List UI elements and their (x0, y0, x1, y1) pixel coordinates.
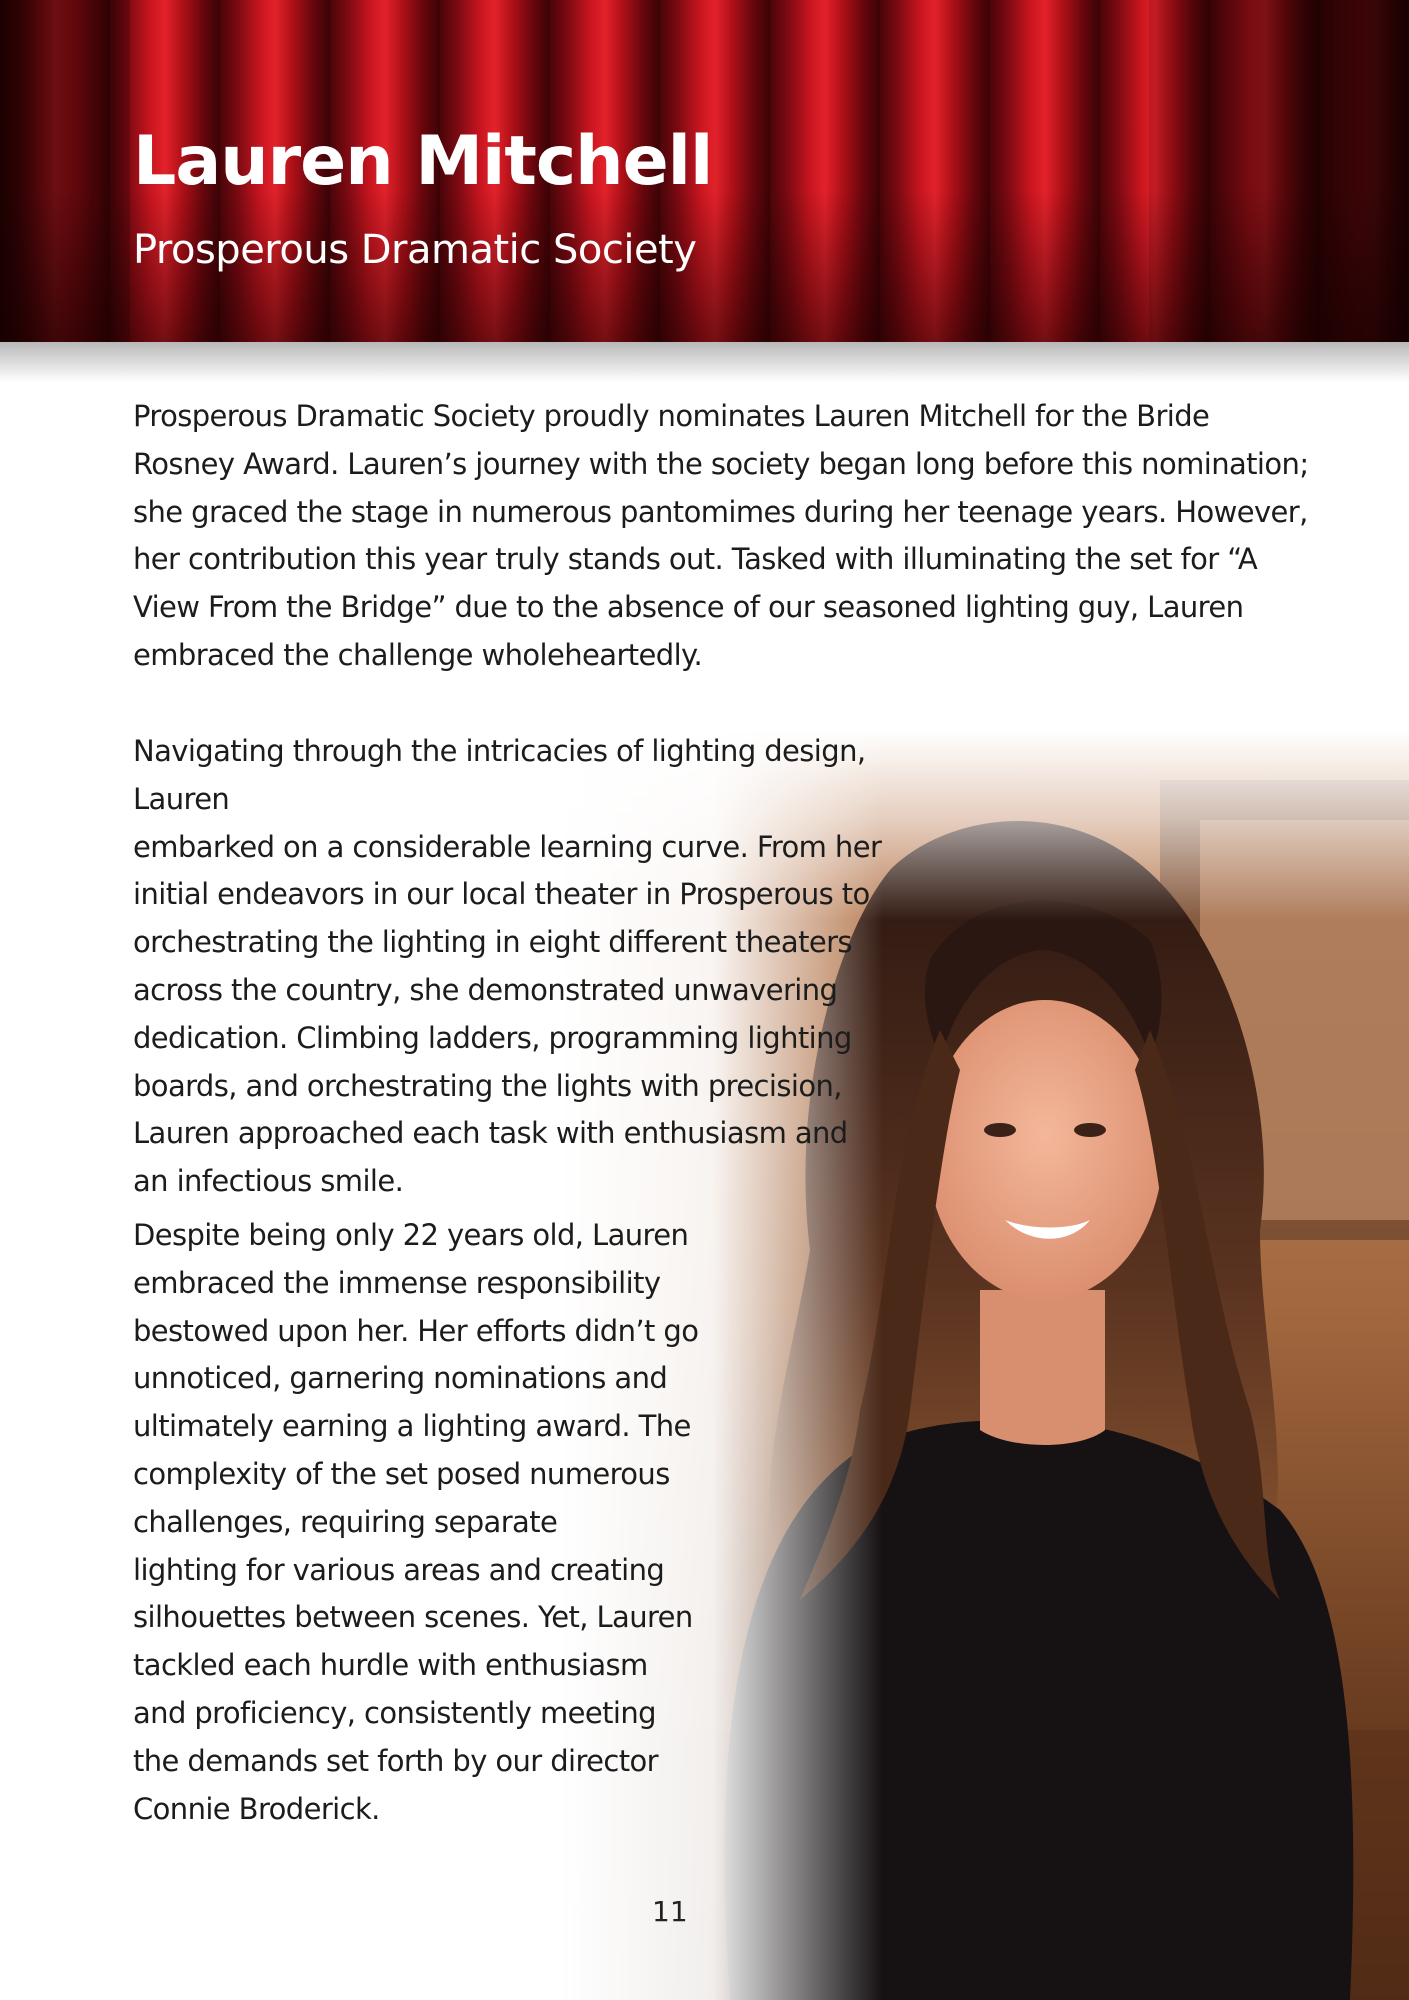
paragraph-lighting-design: Navigating through the intricacies of lighting design, Lauren embarked on a considerable learning curve. From her initial endeavors in our local theater in Prosperous to orchestrating the lighting in eight different theaters across the country, she demonstrated unwavering dedication. Climbing ladders, programming lighting boards, and orchestrating the lights with precision, Lauren approached each task with enthusiasm and an infectious smile. (133, 734, 882, 1199)
page-number: 11 (652, 1895, 688, 1928)
nominee-name: Lauren Mitchell (133, 122, 713, 201)
curtain-shade-right (1149, 0, 1409, 342)
paragraph-nomination-intro: Prosperous Dramatic Society proudly nominates Lauren Mitchell for the Bride Rosney Award. Lauren’s journey with the society began long before this nomination; she graced the stage in numerous pantomimes during her teenage years. However, her contribution this year truly stands out. Tasked with illuminating the set for “A View From the Bridge” due to the absence of our seasoned lighting guy, Lauren embraced the challenge wholeheartedly. (133, 399, 1309, 672)
society-name: Prosperous Dramatic Society (133, 227, 697, 273)
curtain-shade-left (0, 0, 130, 342)
paragraph-achievements: Despite being only 22 years old, Lauren embraced the immense responsibility bestowed upon her. Her efforts didn’t go unnoticed, garnering nominations and ultimately earning a lighting award. The complexity of the set posed numerous challenges, requiring separate lighting for various areas and creating silhouettes between scenes. Yet, Lauren tackled each hurdle with enthusiasm and proficiency, consistently meeting the demands set forth by our director Connie Broderick. (133, 1218, 699, 1826)
banner-shadow (0, 342, 1409, 382)
